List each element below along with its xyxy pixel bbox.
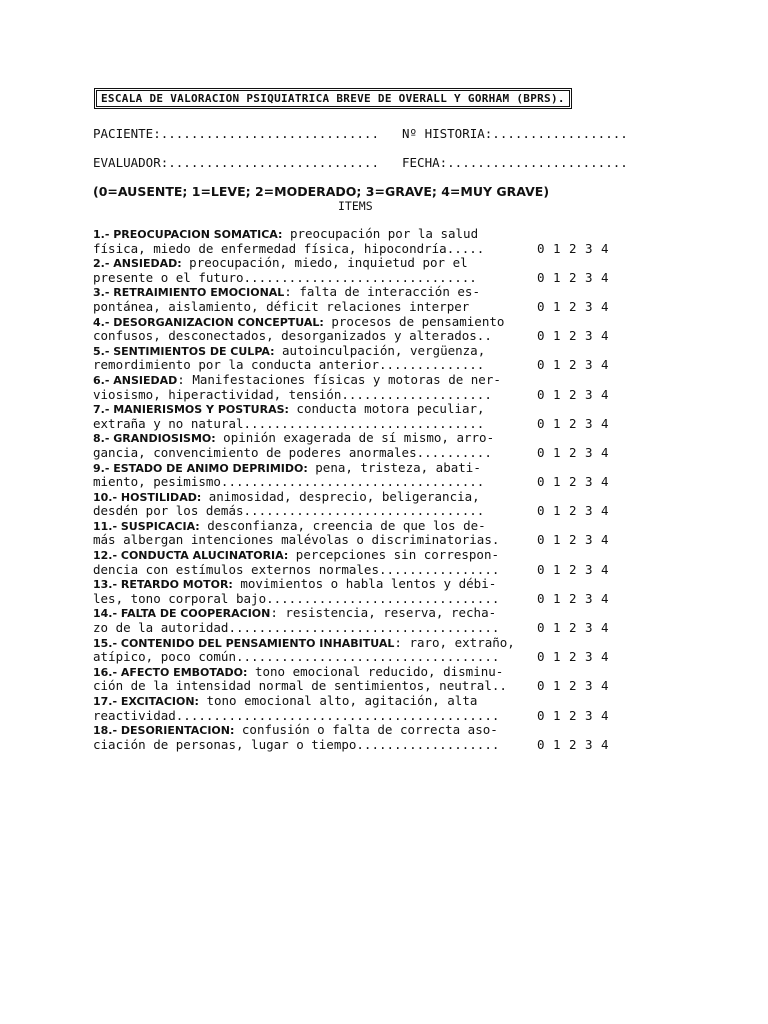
rating-option[interactable]: 4 [601,298,609,314]
item-label: 12.- CONDUCTA ALUCINATORIA: [93,549,289,563]
list-item [93,461,633,490]
item-line-1 [93,256,633,271]
item-description-1: : falta de interacción es- [284,284,480,300]
rating-option[interactable]: 1 [553,298,561,314]
item-description-1: tono emocional reducido, disminu- [247,663,504,679]
scale-legend: (0=AUSENTE; 1=LEVE; 2=MODERADO; 3=GRAVE; 4=MUY GRAVE) [93,184,550,199]
rating-option[interactable]: 0 [537,386,545,402]
list-item [93,577,633,606]
item-description-2: extraña y no natural................................ [93,415,485,431]
item-label: 14.- FALTA DE COOPERACION [93,607,271,621]
rating-option[interactable]: 2 [569,649,577,665]
list-item [93,373,633,402]
rating-option[interactable]: 4 [601,620,609,636]
rating-scale [537,271,617,286]
rating-option[interactable]: 1 [553,678,561,694]
rating-option[interactable]: 2 [569,590,577,606]
rating-option[interactable]: 4 [601,590,609,606]
item-description-1: desconfianza, creencia de que los de- [199,517,486,533]
rating-option[interactable]: 1 [553,415,561,431]
rating-option[interactable]: 0 [537,503,545,519]
rating-option[interactable]: 2 [569,503,577,519]
item-description-1: preocupación por la salud [282,226,479,241]
rating-option[interactable]: 2 [569,678,577,694]
rating-option[interactable]: 3 [585,386,593,402]
rating-option[interactable]: 3 [585,590,593,606]
rating-option[interactable]: 3 [585,474,593,490]
rating-option[interactable]: 3 [585,298,593,314]
rating-scale [537,679,617,694]
rating-option[interactable]: 1 [553,707,561,723]
rating-option[interactable]: 4 [601,444,609,460]
rating-option[interactable]: 0 [537,590,545,606]
rating-option[interactable]: 2 [569,298,577,314]
item-description-2: viosismo, hiperactividad, tensión.................... [93,386,492,402]
item-description-1: conducta motora peculiar, [288,401,485,417]
item-line-1 [93,694,633,709]
list-item [93,256,633,285]
item-label: 13.- RETARDO MOTOR: [93,578,233,592]
item-line-1 [93,402,633,417]
rating-option[interactable]: 1 [553,532,561,548]
rating-option[interactable]: 1 [553,736,561,752]
item-description-2: dencia con estímulos externos normales................ [93,561,500,577]
rating-option[interactable]: 4 [601,415,609,431]
list-item [93,344,633,373]
rating-option[interactable]: 1 [553,357,561,373]
historia-field: Nº HISTORIA:.................. [402,126,628,141]
item-line-1 [93,315,633,330]
rating-option[interactable]: 0 [537,532,545,548]
rating-option[interactable]: 0 [537,328,545,344]
rating-scale [537,242,617,257]
item-description-1: tono emocional alto, agitación, alta [198,693,478,708]
rating-scale [537,709,617,724]
item-description-2: reactividad........................................... [93,707,500,723]
item-line-1 [93,606,633,621]
rating-option[interactable]: 4 [601,561,609,577]
rating-option[interactable]: 0 [537,649,545,665]
item-label: 3.- RETRAIMIENTO EMOCIONAL [93,286,285,300]
rating-option[interactable]: 2 [569,444,577,460]
rating-option[interactable]: 2 [569,707,577,723]
fecha-field: FECHA:........................ [402,155,628,170]
list-item [93,665,633,694]
rating-scale [537,358,617,373]
list-item [93,285,633,314]
item-label: 5.- SENTIMIENTOS DE CULPA: [93,344,275,358]
rating-scale [537,533,617,548]
list-item [93,315,633,344]
list-item [93,548,633,577]
rating-option[interactable]: 0 [537,357,545,373]
rating-option[interactable]: 4 [601,357,609,373]
rating-option[interactable]: 3 [585,444,593,460]
rating-option[interactable]: 3 [585,561,593,577]
rating-option[interactable]: 3 [585,328,593,344]
rating-option[interactable]: 2 [569,328,577,344]
rating-option[interactable]: 2 [569,240,577,256]
items-heading: ITEMS [338,199,373,213]
rating-option[interactable]: 2 [569,532,577,548]
rating-option[interactable]: 1 [553,503,561,519]
rating-option[interactable]: 4 [601,386,609,402]
item-line-1 [93,548,633,563]
item-label: 4.- DESORGANIZACION CONCEPTUAL: [93,315,324,329]
item-description-2: remordimiento por la conducta anterior.............. [93,357,485,373]
item-line-1 [93,665,633,680]
item-line-1 [93,431,633,446]
item-description-2: ciación de personas, lugar o tiempo................... [93,736,500,752]
rating-scale [537,592,617,607]
rating-option[interactable]: 3 [585,649,593,665]
rating-option[interactable]: 4 [601,707,609,723]
item-description-2: gancia, convencimiento de poderes anormales.......... [93,444,492,460]
paciente-field: PACIENTE:............................. [93,126,379,141]
rating-scale [537,329,617,344]
item-label: 2.- ANSIEDAD: [93,257,182,271]
rating-option[interactable]: 1 [553,444,561,460]
item-line-1 [93,519,633,534]
item-line-1 [93,344,633,359]
rating-option[interactable]: 1 [553,474,561,490]
rating-scale [537,504,617,519]
item-label: 18.- DESORIENTACION: [93,724,235,738]
rating-option[interactable]: 3 [585,736,593,752]
rating-option[interactable]: 3 [585,240,593,256]
list-item [93,402,633,431]
item-line-1 [93,373,633,388]
item-label: 1.- PREOCUPACION SOMATICA: [93,228,283,241]
rating-option[interactable]: 1 [553,649,561,665]
rating-option[interactable]: 2 [569,415,577,431]
rating-scale [537,417,617,432]
rating-option[interactable]: 0 [537,298,545,314]
rating-option[interactable]: 0 [537,240,545,256]
rating-option[interactable]: 0 [537,707,545,723]
rating-option[interactable]: 2 [569,736,577,752]
rating-option[interactable]: 4 [601,474,609,490]
item-description-2: confusos, desconectados, desorganizados y alterados.. [93,328,492,344]
rating-option[interactable]: 4 [601,532,609,548]
item-line-1 [93,636,633,651]
item-description-2: les, tono corporal bajo............................... [93,590,500,606]
rating-option[interactable]: 3 [585,678,593,694]
rating-option[interactable]: 0 [537,620,545,636]
rating-option[interactable]: 3 [585,503,593,519]
item-description-1: animosidad, desprecio, beligerancia, [201,488,480,504]
rating-option[interactable]: 3 [585,415,593,431]
item-description-2: ción de la intensidad normal de sentimientos, neutral.. [93,678,507,694]
item-description-1: percepciones sin correspon- [288,547,499,563]
item-label: 10.- HOSTILIDAD: [93,490,202,504]
rating-option[interactable]: 1 [553,269,561,285]
list-item [93,606,633,635]
rating-scale [537,650,617,665]
item-label: 9.- ESTADO DE ANIMO DEPRIMIDO: [93,461,308,475]
rating-option[interactable]: 1 [553,590,561,606]
list-item [93,431,633,460]
rating-scale [537,738,617,753]
rating-scale [537,388,617,403]
list-item [93,227,633,256]
rating-option[interactable]: 4 [601,269,609,285]
item-description-2: desdén por los demás................................ [93,503,485,519]
rating-option[interactable]: 4 [601,678,609,694]
item-line-1 [93,490,633,505]
item-line-1 [93,577,633,592]
item-label: 16.- AFECTO EMBOTADO: [93,665,248,679]
item-description-2: más albergan intenciones malévolas o discriminatorias. [93,532,500,548]
item-description-1: opinión exagerada de sí mismo, arro- [215,430,495,446]
item-description-2: presente o el futuro............................... [93,269,477,285]
evaluador-field: EVALUADOR:............................ [93,155,379,170]
item-line-1 [93,227,633,242]
item-description-1: autoinculpación, vergüenza, [274,342,486,358]
rating-option[interactable]: 0 [537,561,545,577]
list-item [93,723,633,752]
rating-option[interactable]: 2 [569,357,577,373]
rating-option[interactable]: 1 [553,386,561,402]
rating-option[interactable]: 1 [553,328,561,344]
rating-option[interactable]: 0 [537,444,545,460]
item-description-1: : Manifestaciones físicas y motoras de ner- [177,371,501,387]
rating-option[interactable]: 0 [537,474,545,490]
item-description-2: atípico, poco común................................... [93,649,500,665]
list-item [93,636,633,665]
rating-scale [537,475,617,490]
rating-option[interactable]: 4 [601,736,609,752]
item-label: 7.- MANIERISMOS Y POSTURAS: [93,403,289,417]
item-description-1: preocupación, miedo, inquietud por el [181,255,468,271]
rating-option[interactable]: 1 [553,620,561,636]
rating-option[interactable]: 0 [537,269,545,285]
rating-option[interactable]: 2 [569,474,577,490]
rating-scale [537,300,617,315]
item-description-1: : resistencia, reserva, recha- [270,605,497,621]
rating-option[interactable]: 4 [601,649,609,665]
rating-option[interactable]: 1 [553,561,561,577]
item-line-1 [93,285,633,300]
rating-scale [537,621,617,636]
form-title: ESCALA DE VALORACION PSIQUIATRICA BREVE DE OVERALL Y GORHAM (BPRS). [94,88,572,109]
item-label: 6.- ANSIEDAD [93,373,178,387]
item-description-2: zo de la autoridad.................................... [93,620,500,636]
item-line-1 [93,461,633,476]
rating-option[interactable]: 2 [569,386,577,402]
rating-option[interactable]: 0 [537,415,545,431]
list-item [93,694,633,723]
item-description-1: : raro, extraño, [394,634,515,650]
item-label: 17.- EXCITACION: [93,695,199,708]
item-description-1: procesos de pensamiento [323,313,505,329]
item-description-2: física, miedo de enfermedad física, hipocondría..... [93,240,485,256]
rating-option[interactable]: 0 [537,678,545,694]
rating-option[interactable]: 4 [601,503,609,519]
rating-option[interactable]: 3 [585,532,593,548]
rating-option[interactable]: 4 [601,240,609,256]
item-label: 15.- CONTENIDO DEL PENSAMIENTO INHABITUAL [93,636,395,650]
rating-scale [537,563,617,578]
item-description-1: pena, tristeza, abati- [307,459,481,475]
rating-option[interactable]: 2 [569,561,577,577]
rating-option[interactable]: 3 [585,269,593,285]
item-line-1 [93,723,633,738]
item-description-2: pontánea, aislamiento, déficit relaciones interper [93,298,470,314]
rating-option[interactable]: 1 [553,240,561,256]
rating-option[interactable]: 3 [585,707,593,723]
rating-option[interactable]: 2 [569,620,577,636]
item-label: 8.- GRANDIOSISMO: [93,432,216,446]
items-list [93,227,633,752]
item-label: 11.- SUSPICACIA: [93,519,200,533]
item-description-1: confusión o falta de correcta aso- [234,722,498,738]
rating-option[interactable]: 4 [601,328,609,344]
rating-option[interactable]: 2 [569,269,577,285]
item-description-2: miento, pesimismo................................... [93,474,485,490]
item-description-1: movimientos o habla lentos y débi- [232,576,497,592]
list-item [93,490,633,519]
rating-option[interactable]: 3 [585,357,593,373]
rating-scale [537,446,617,461]
rating-option[interactable]: 0 [537,736,545,752]
rating-option[interactable]: 3 [585,620,593,636]
list-item [93,519,633,548]
